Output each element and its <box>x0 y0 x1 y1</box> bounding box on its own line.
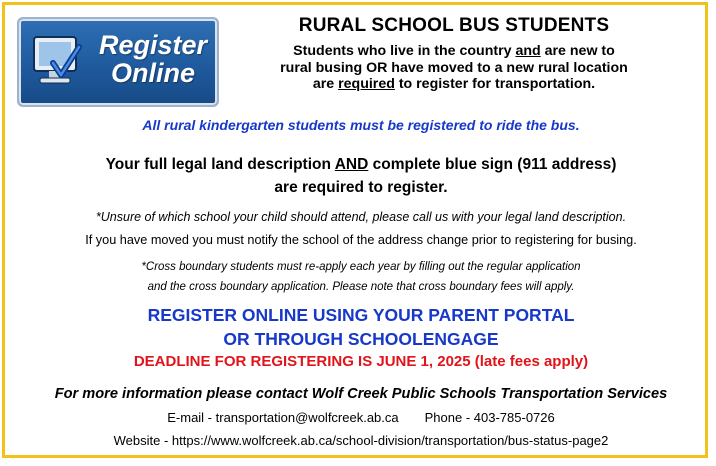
contact-heading: For more information please contact Wolf Creek Public Schools Transportation Services <box>54 386 668 402</box>
page-title: RURAL SCHOOL BUS STUDENTS <box>298 15 610 36</box>
kindergarten-notice: All rural kindergarten students must be registered to ride the bus. <box>142 117 580 133</box>
legal-part2: complete blue sign (911 address) <box>368 156 617 173</box>
deadline-notice: DEADLINE FOR REGISTERING IS JUNE 1, 2025 (late fees apply) <box>133 353 589 370</box>
notice-frame <box>2 2 708 458</box>
legal-description-notice <box>5 153 716 199</box>
intro-line-3 <box>237 76 671 93</box>
legal-line-1 <box>5 153 716 176</box>
contact-email[interactable]: E-mail - transportation@wolfcreek.ab.ca <box>167 410 399 425</box>
intro-and: and <box>515 43 541 59</box>
logo-line-1: Register <box>98 30 208 60</box>
register-portal-heading <box>5 303 716 351</box>
intro-line3-post: to register for transportation. <box>394 76 596 92</box>
legal-line-2: are required to register. <box>274 179 448 196</box>
logo-text <box>93 31 213 87</box>
portal-line-1: REGISTER ONLINE USING YOUR PARENT PORTAL <box>147 305 575 325</box>
intro-text <box>237 43 671 93</box>
intro-line-2: rural busing OR have moved to a new rural location <box>280 59 628 76</box>
computer-monitor-checkmark-icon <box>31 33 83 91</box>
intro-part1: Students who live in the country <box>293 43 516 59</box>
intro-part2: are new to <box>540 43 615 59</box>
portal-line-2: OR THROUGH SCHOOLENGAGE <box>223 329 499 349</box>
intro-line-1 <box>237 43 671 60</box>
legal-and: AND <box>334 156 369 173</box>
cross-boundary-line-2: and the cross boundary application. Please note that cross boundary fees will apply. <box>147 281 575 293</box>
cross-boundary-note <box>5 257 716 297</box>
legal-part1: Your full legal land description <box>105 156 335 173</box>
contact-phone[interactable]: Phone - 403-785-0726 <box>424 410 555 425</box>
contact-line <box>5 410 716 425</box>
register-online-logo <box>17 17 219 107</box>
intro-required: required <box>338 76 395 92</box>
logo-line-2: Online <box>110 58 195 88</box>
contact-website[interactable]: Website - https://www.wolfcreek.ab.ca/school-division/transportation/bus-status-page2 <box>113 433 609 448</box>
intro-line3-pre: are <box>312 76 339 92</box>
moved-note: If you have moved you must notify the school of the address change prior to registering for busing. <box>85 233 637 247</box>
cross-boundary-line-1: *Cross boundary students must re-apply each year by filling out the regular application <box>141 261 581 273</box>
unsure-note: *Unsure of which school your child should attend, please call us with your legal land description. <box>95 210 627 224</box>
